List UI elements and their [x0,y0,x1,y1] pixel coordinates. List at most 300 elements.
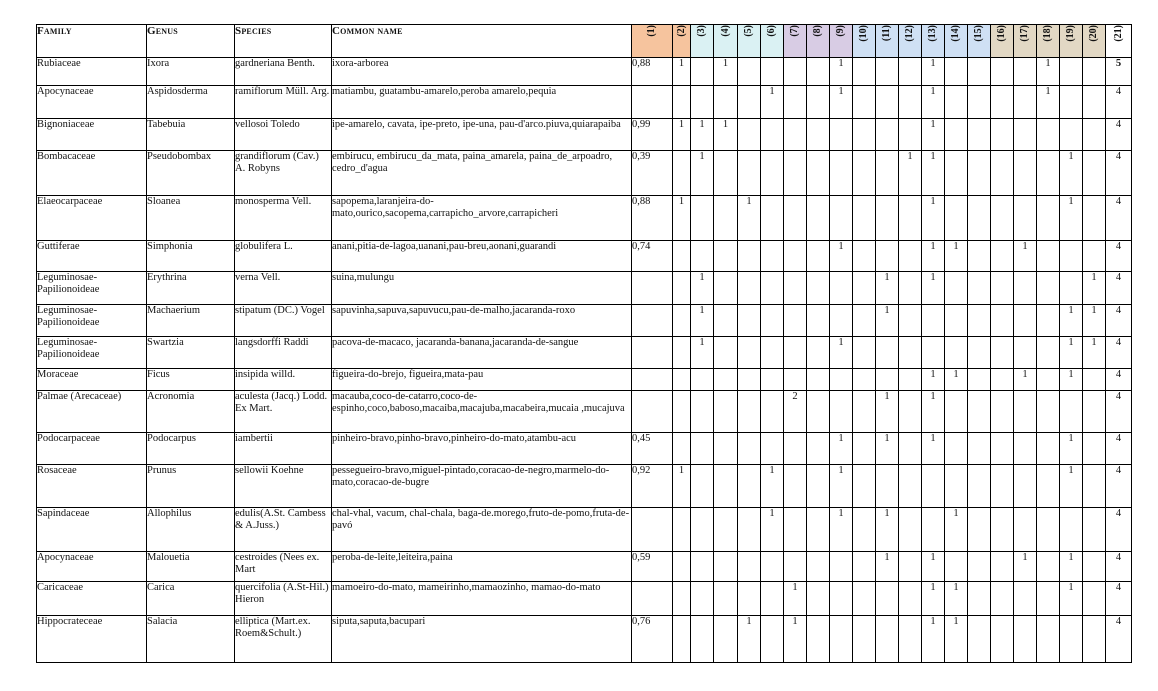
cell-index-13: 1 [922,151,945,196]
cell-family: Moraceae [37,369,147,391]
cell-genus: Carica [147,582,235,616]
cell-index-18 [1037,433,1060,465]
cell-index-20 [1083,151,1106,196]
cell-index-14 [945,391,968,433]
cell-genus: Prunus [147,465,235,508]
cell-index-4 [714,196,738,241]
cell-index-5: 1 [738,616,761,663]
cell-index-6 [761,616,784,663]
cell-index-11 [876,196,899,241]
cell-index-14 [945,433,968,465]
cell-index-10 [853,616,876,663]
cell-index-9 [830,582,853,616]
cell-index-21: 4 [1106,391,1132,433]
cell-index-10 [853,119,876,151]
cell-index-13: 1 [922,369,945,391]
cell-index-14 [945,58,968,86]
cell-index-18 [1037,508,1060,552]
cell-index-19: 1 [1060,552,1083,582]
cell-family: Rubiaceae [37,58,147,86]
cell-common-name: mamoeiro-do-mato, mameirinho,mamaozinho, mamao-do-mato [332,582,632,616]
cell-index-14 [945,86,968,119]
cell-index-8 [807,433,830,465]
header-index-label: (3) [696,25,707,37]
cell-species: monosperma Vell. [235,196,332,241]
table-row [37,433,1132,465]
cell-index-6 [761,196,784,241]
header-index-label: (15) [973,25,984,42]
cell-index-15 [968,582,991,616]
cell-index-10 [853,272,876,305]
table-row [37,391,1132,433]
cell-index-16 [991,272,1014,305]
header-index-label: (11) [881,25,892,42]
cell-index-5 [738,582,761,616]
cell-species: ramiflorum Müll. Arg. [235,86,332,119]
cell-common-name: ipe-amarelo, cavata, ipe-preto, ipe-una, pau-d'arco.piuva,quiarapaiba [332,119,632,151]
header-index-label: (14) [950,25,961,42]
cell-index-17: 1 [1014,369,1037,391]
cell-index-11: 1 [876,391,899,433]
cell-index-8 [807,616,830,663]
cell-index-3 [691,196,714,241]
cell-index-10 [853,508,876,552]
cell-index-13: 1 [922,241,945,272]
cell-index-5 [738,241,761,272]
table-row [37,196,1132,241]
cell-index-1: 0,88 [632,196,673,241]
cell-index-18 [1037,196,1060,241]
cell-species: iambertii [235,433,332,465]
cell-common-name: embirucu, embirucu_da_mata, paina_amarela, paina_de_arpoadro, cedro_d'agua [332,151,632,196]
cell-index-18 [1037,119,1060,151]
cell-index-17 [1014,508,1037,552]
cell-index-6 [761,433,784,465]
cell-index-4 [714,433,738,465]
cell-family: Hippocrateceae [37,616,147,663]
cell-index-3 [691,391,714,433]
cell-index-8 [807,582,830,616]
cell-index-5 [738,552,761,582]
cell-index-3 [691,582,714,616]
cell-index-3 [691,465,714,508]
cell-index-11: 1 [876,552,899,582]
cell-index-1: 0,74 [632,241,673,272]
cell-index-6 [761,305,784,337]
cell-index-5 [738,337,761,369]
cell-index-1: 0,99 [632,119,673,151]
cell-index-4 [714,272,738,305]
cell-index-12 [899,196,922,241]
cell-index-1: 0,45 [632,433,673,465]
cell-index-12 [899,552,922,582]
cell-index-21: 4 [1106,508,1132,552]
cell-index-11 [876,369,899,391]
table-row [37,616,1132,663]
cell-common-name: matiambu, guatambu-amarelo,peroba amarelo,pequia [332,86,632,119]
cell-index-17 [1014,272,1037,305]
header-index-11 [876,25,899,58]
cell-index-2 [673,552,691,582]
cell-index-8 [807,465,830,508]
cell-index-16 [991,337,1014,369]
cell-index-18 [1037,582,1060,616]
cell-index-20 [1083,508,1106,552]
cell-index-16 [991,369,1014,391]
cell-index-17 [1014,616,1037,663]
cell-index-18 [1037,151,1060,196]
cell-index-8 [807,391,830,433]
cell-species: globulifera L. [235,241,332,272]
cell-index-16 [991,391,1014,433]
header-index-label: (17) [1019,25,1030,42]
cell-index-10 [853,337,876,369]
cell-index-14: 1 [945,369,968,391]
cell-index-10 [853,58,876,86]
cell-common-name: sapopema,laranjeira-do-mato,ourico,sacopema,carrapicho_arvore,carrapicheri [332,196,632,241]
cell-index-3: 1 [691,151,714,196]
header-index-label: (13) [927,25,938,42]
cell-index-4 [714,369,738,391]
cell-index-13: 1 [922,391,945,433]
cell-index-20: 1 [1083,337,1106,369]
cell-species: edulis(A.St. Cambess & A.Juss.) [235,508,332,552]
cell-genus: Salacia [147,616,235,663]
cell-family: Guttiferae [37,241,147,272]
cell-index-18 [1037,369,1060,391]
cell-index-18 [1037,272,1060,305]
cell-index-15 [968,552,991,582]
cell-index-20 [1083,582,1106,616]
cell-species: stipatum (DC.) Vogel [235,305,332,337]
cell-index-3: 1 [691,272,714,305]
cell-index-21: 4 [1106,86,1132,119]
cell-index-12 [899,391,922,433]
cell-index-18 [1037,552,1060,582]
cell-index-9: 1 [830,433,853,465]
cell-common-name: siputa,saputa,bacupari [332,616,632,663]
cell-common-name: chal-vhal, vacum, chal-chala, baga-de.morego,fruto-de-pomo,fruta-de-pavó [332,508,632,552]
cell-index-15 [968,465,991,508]
cell-index-12 [899,272,922,305]
cell-index-6 [761,552,784,582]
cell-index-3 [691,552,714,582]
header-index-label: (18) [1042,25,1053,42]
header-index-label: (19) [1065,25,1076,42]
cell-index-15 [968,196,991,241]
cell-index-2 [673,369,691,391]
table-row [37,337,1132,369]
cell-family: Bignoniaceae [37,119,147,151]
cell-index-2 [673,241,691,272]
header-index-label: (16) [996,25,1007,42]
cell-index-21: 5 [1106,58,1132,86]
cell-index-6 [761,241,784,272]
cell-index-17: 1 [1014,552,1037,582]
cell-index-1 [632,391,673,433]
cell-genus: Erythrina [147,272,235,305]
cell-index-20 [1083,465,1106,508]
cell-index-9 [830,552,853,582]
cell-index-2: 1 [673,119,691,151]
cell-index-5 [738,433,761,465]
cell-index-12 [899,337,922,369]
cell-index-20 [1083,616,1106,663]
cell-index-21: 4 [1106,196,1132,241]
cell-index-9 [830,119,853,151]
cell-index-11 [876,241,899,272]
cell-index-1 [632,86,673,119]
species-table [36,24,1132,663]
cell-index-12 [899,433,922,465]
cell-index-16 [991,616,1014,663]
table-row [37,582,1132,616]
cell-index-16 [991,119,1014,151]
cell-index-8 [807,151,830,196]
cell-index-15 [968,272,991,305]
cell-index-11 [876,616,899,663]
cell-index-10 [853,433,876,465]
cell-genus: Simphonia [147,241,235,272]
cell-index-15 [968,58,991,86]
cell-index-11: 1 [876,508,899,552]
cell-family: Bombacaceae [37,151,147,196]
cell-index-11 [876,337,899,369]
cell-index-11 [876,58,899,86]
cell-common-name: ixora-arborea [332,58,632,86]
header-family: Family [37,25,147,58]
cell-index-7 [784,151,807,196]
cell-index-19 [1060,391,1083,433]
cell-index-11: 1 [876,305,899,337]
cell-index-11 [876,582,899,616]
cell-species: quercifolia (A.St-Hil.) Hieron [235,582,332,616]
cell-index-1 [632,272,673,305]
header-index-20 [1083,25,1106,58]
cell-index-19: 1 [1060,465,1083,508]
cell-index-9 [830,305,853,337]
cell-index-19 [1060,272,1083,305]
cell-index-4 [714,86,738,119]
cell-index-20 [1083,196,1106,241]
cell-family: Caricaceae [37,582,147,616]
cell-index-1: 0,88 [632,58,673,86]
cell-index-1: 0,39 [632,151,673,196]
cell-index-17 [1014,582,1037,616]
cell-index-18 [1037,616,1060,663]
cell-genus: Podocarpus [147,433,235,465]
header-index-1 [632,25,673,58]
header-index-19 [1060,25,1083,58]
cell-index-2 [673,337,691,369]
cell-index-4 [714,508,738,552]
cell-index-20 [1083,241,1106,272]
cell-species: grandiflorum (Cav.) A. Robyns [235,151,332,196]
cell-index-21: 4 [1106,272,1132,305]
cell-species: verna Vell. [235,272,332,305]
table-row [37,465,1132,508]
cell-index-21: 4 [1106,433,1132,465]
header-index-label: (7) [789,25,800,37]
cell-index-6: 1 [761,465,784,508]
cell-index-20 [1083,391,1106,433]
cell-index-6 [761,119,784,151]
cell-index-12 [899,465,922,508]
cell-index-15 [968,241,991,272]
cell-index-16 [991,433,1014,465]
cell-index-21: 4 [1106,119,1132,151]
cell-index-19 [1060,241,1083,272]
cell-index-15 [968,86,991,119]
cell-index-21: 4 [1106,305,1132,337]
cell-index-9 [830,196,853,241]
header-index-4 [714,25,738,58]
cell-index-19 [1060,86,1083,119]
cell-index-2: 1 [673,465,691,508]
cell-index-16 [991,196,1014,241]
cell-index-6: 1 [761,508,784,552]
cell-index-5 [738,508,761,552]
cell-genus: Swartzia [147,337,235,369]
header-common-name: Common name [332,25,632,58]
header-index-label: (1) [646,25,657,37]
cell-index-12 [899,616,922,663]
cell-family: Elaeocarpaceae [37,196,147,241]
cell-index-17 [1014,196,1037,241]
cell-index-9 [830,272,853,305]
header-index-12 [899,25,922,58]
cell-index-10 [853,305,876,337]
cell-index-3 [691,433,714,465]
cell-index-14 [945,272,968,305]
cell-index-13: 1 [922,616,945,663]
cell-index-2 [673,616,691,663]
cell-index-4 [714,582,738,616]
cell-family: Apocynaceae [37,552,147,582]
cell-index-10 [853,369,876,391]
cell-index-2: 1 [673,196,691,241]
cell-index-17 [1014,58,1037,86]
cell-species: aculesta (Jacq.) Lodd. Ex Mart. [235,391,332,433]
cell-index-3 [691,241,714,272]
header-index-7 [784,25,807,58]
cell-index-12 [899,119,922,151]
header-index-21 [1106,25,1132,58]
cell-index-5 [738,391,761,433]
cell-index-20 [1083,552,1106,582]
cell-index-18: 1 [1037,58,1060,86]
cell-index-5 [738,86,761,119]
cell-index-13: 1 [922,582,945,616]
cell-index-4: 1 [714,58,738,86]
cell-family: Leguminosae-Papilionoideae [37,305,147,337]
header-index-5 [738,25,761,58]
cell-index-20 [1083,86,1106,119]
cell-index-17 [1014,433,1037,465]
table-row [37,119,1132,151]
cell-species: gardneriana Benth. [235,58,332,86]
header-index-8 [807,25,830,58]
cell-species: elliptica (Mart.ex. Roem&Schult.) [235,616,332,663]
cell-index-21: 4 [1106,465,1132,508]
cell-index-1 [632,337,673,369]
cell-index-10 [853,241,876,272]
cell-index-18 [1037,391,1060,433]
cell-index-3 [691,616,714,663]
cell-index-2 [673,305,691,337]
cell-index-8 [807,305,830,337]
cell-family: Leguminosae-Papilionoideae [37,337,147,369]
cell-index-21: 4 [1106,337,1132,369]
cell-index-14 [945,552,968,582]
cell-index-17 [1014,305,1037,337]
cell-index-14 [945,337,968,369]
cell-index-19 [1060,119,1083,151]
table-body [37,58,1132,663]
cell-index-18 [1037,241,1060,272]
cell-common-name: macauba,coco-de-catarro,coco-de-espinho,coco,baboso,macaiba,macajuba,macabeira,mucaia ,mucajuva [332,391,632,433]
cell-index-7 [784,369,807,391]
cell-index-5 [738,305,761,337]
cell-index-13 [922,337,945,369]
cell-index-4 [714,305,738,337]
cell-index-5 [738,369,761,391]
cell-index-4 [714,337,738,369]
table-row [37,58,1132,86]
cell-index-19: 1 [1060,369,1083,391]
cell-index-4 [714,552,738,582]
cell-index-15 [968,337,991,369]
cell-genus: Tabebuia [147,119,235,151]
cell-index-19: 1 [1060,151,1083,196]
cell-genus: Acronomia [147,391,235,433]
cell-index-13 [922,305,945,337]
cell-index-1 [632,369,673,391]
cell-index-8 [807,119,830,151]
table-row [37,552,1132,582]
cell-index-16 [991,58,1014,86]
cell-species: cestroides (Nees ex. Mart [235,552,332,582]
cell-index-6 [761,582,784,616]
cell-index-21: 4 [1106,582,1132,616]
cell-index-16 [991,305,1014,337]
cell-index-2 [673,151,691,196]
cell-index-3 [691,369,714,391]
cell-index-6 [761,151,784,196]
cell-index-10 [853,196,876,241]
cell-index-2 [673,582,691,616]
cell-index-15 [968,616,991,663]
cell-index-1: 0,59 [632,552,673,582]
header-index-13 [922,25,945,58]
cell-index-20: 1 [1083,305,1106,337]
cell-index-14 [945,305,968,337]
cell-index-9: 1 [830,58,853,86]
cell-index-16 [991,582,1014,616]
cell-index-12 [899,582,922,616]
cell-index-9: 1 [830,465,853,508]
cell-index-11: 1 [876,272,899,305]
cell-index-21: 4 [1106,552,1132,582]
cell-index-8 [807,337,830,369]
table-row [37,241,1132,272]
cell-index-16 [991,241,1014,272]
cell-index-5: 1 [738,196,761,241]
cell-index-6 [761,337,784,369]
header-index-label: (9) [835,25,846,37]
header-index-label: (8) [812,25,823,37]
cell-index-2 [673,272,691,305]
